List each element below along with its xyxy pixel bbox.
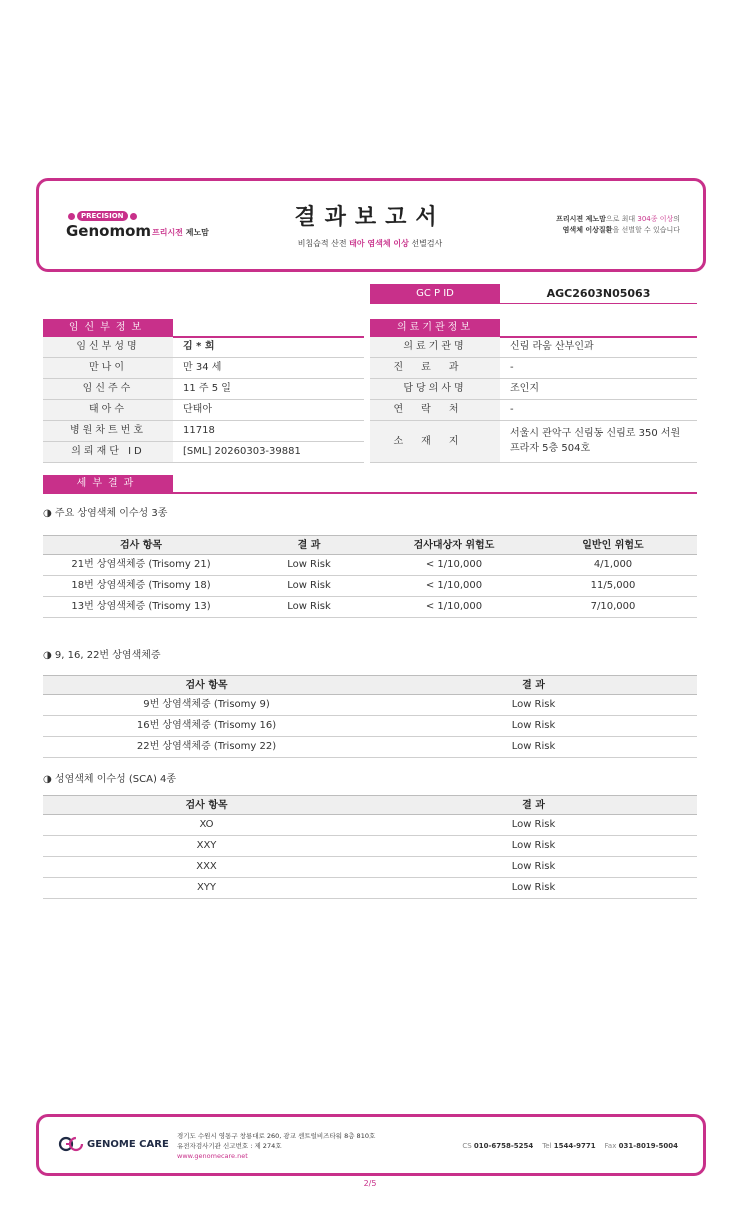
table-row: XYY Low Risk bbox=[43, 878, 697, 899]
precision-badge bbox=[68, 211, 137, 221]
table-row: 18번 상염색체증 (Trisomy 18) Low Risk < 1/10,000 11/5,000 bbox=[43, 576, 697, 597]
table-header: 검사 항목 결 과 검사대상자 위험도 일반인 위험도 bbox=[43, 535, 697, 555]
page-number: 2/5 bbox=[363, 1179, 377, 1188]
patient-info-tab: 임신부정보 bbox=[43, 319, 173, 337]
patient-row: 임신주수 11 주 5 일 bbox=[43, 379, 364, 400]
table-row: 22번 상염색체증 (Trisomy 22) Low Risk bbox=[43, 737, 697, 758]
badge-dot-icon bbox=[68, 213, 75, 220]
patient-info-table bbox=[43, 337, 364, 463]
table-row: XXY Low Risk bbox=[43, 836, 697, 857]
other-autosomal-table bbox=[43, 675, 697, 758]
patient-row: 의뢰재단 ID [SML] 20260303-39881 bbox=[43, 442, 364, 463]
hospital-info-table bbox=[370, 337, 697, 463]
genomom-logo: Genomom bbox=[66, 222, 152, 240]
badge-dot-icon bbox=[130, 213, 137, 220]
table-row: XXX Low Risk bbox=[43, 857, 697, 878]
table-header: 검사 항목 결 과 bbox=[43, 795, 697, 815]
badge-text: PRECISION bbox=[77, 211, 128, 221]
section-other-autosomal-title: ◑ 9, 16, 22번 상염색체증 bbox=[43, 650, 161, 661]
header-tagline: 프리시젼 제노맘으로 최대 304종 이상의 염색체 이상질환을 선별할 수 있습니다 bbox=[556, 215, 680, 234]
table-row: 13번 상염색체증 (Trisomy 13) Low Risk < 1/10,000 7/10,000 bbox=[43, 597, 697, 618]
genome-care-logo-icon bbox=[58, 1136, 84, 1152]
patient-row: 병원차트번호 11718 bbox=[43, 421, 364, 442]
table-header: 검사 항목 결 과 bbox=[43, 675, 697, 695]
table-row: XO Low Risk bbox=[43, 815, 697, 836]
report-subtitle: 비침습적 산전 태아 염색체 이상 선별검사 bbox=[297, 239, 443, 248]
footer-contacts: CS 010-6758-5254 Tel 1544-9771 Fax 031-8019-5004 bbox=[462, 1142, 678, 1150]
footer-address: 경기도 수원시 영통구 창룡대로 260, 광교 센트럴비즈타워 8층 810호 유전자검사기관 신고번호 : 제 274호 www.genomecare.net bbox=[177, 1132, 376, 1160]
detail-results-divider bbox=[43, 492, 697, 494]
detail-results-tab: 세부결과 bbox=[43, 475, 173, 493]
patient-row: 만나이 만 34 세 bbox=[43, 358, 364, 379]
hospital-row: 의료기관명 신림 라움 산부인과 bbox=[370, 337, 697, 358]
section-sex-chromosome-title: ◑ 성염색체 이수성 (SCA) 4종 bbox=[43, 774, 177, 785]
major-autosomal-table bbox=[43, 535, 697, 618]
pid-label: GC P ID bbox=[370, 284, 500, 304]
website-link[interactable]: www.genomecare.net bbox=[177, 1152, 248, 1160]
hospital-row: 진료과 - bbox=[370, 358, 697, 379]
hospital-row: 담당의사명 조인지 bbox=[370, 379, 697, 400]
section-major-autosomal-title: ◑ 주요 상염색체 이수성 3종 bbox=[43, 508, 168, 519]
table-row: 16번 상염색체증 (Trisomy 16) Low Risk bbox=[43, 716, 697, 737]
hospital-address-row: 소재지 서울시 관악구 신림동 신림로 350 서원 프라자 5층 504호 bbox=[370, 421, 697, 463]
logo-subtitle: 프리시젼 제노맘 bbox=[152, 228, 209, 237]
patient-row: 태아수 단태아 bbox=[43, 400, 364, 421]
sex-chromosome-table bbox=[43, 795, 697, 899]
hospital-row: 연락처 - bbox=[370, 400, 697, 421]
table-row: 21번 상염색체증 (Trisomy 21) Low Risk < 1/10,000 4/1,000 bbox=[43, 555, 697, 576]
report-title: 결과보고서 bbox=[294, 205, 446, 230]
patient-row: 임신부성명 김 * 희 bbox=[43, 337, 364, 358]
table-row: 9번 상염색체증 (Trisomy 9) Low Risk bbox=[43, 695, 697, 716]
genome-care-logo-text: GENOME CARE bbox=[87, 1138, 169, 1150]
genome-care-logo bbox=[58, 1136, 169, 1152]
hospital-info-tab: 의료기관정보 bbox=[370, 319, 500, 337]
pid-value: AGC2603N05063 bbox=[500, 284, 697, 304]
